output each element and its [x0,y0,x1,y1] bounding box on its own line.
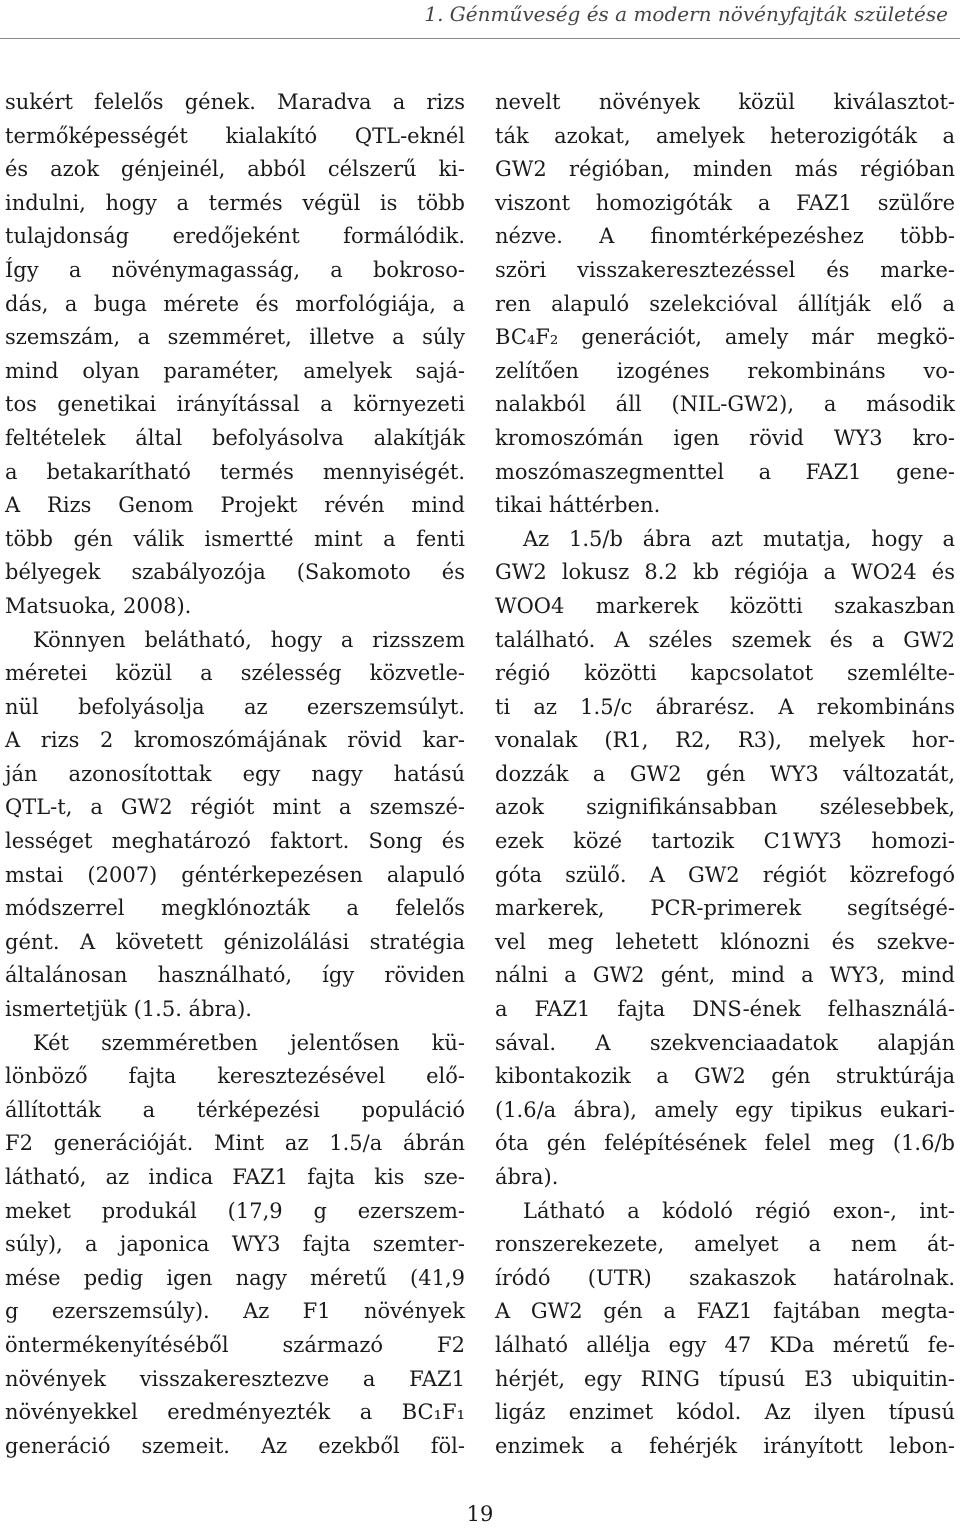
text-line: szöri visszakeresztezéssel és marke- [495,257,955,282]
text-line: dozzák a GW2 gén WY3 változatát, [495,761,955,786]
text-line: termőképességét kialakító QTL-eknél [5,123,465,148]
text-line: sukért felelős gének. Maradva a rizs [5,90,465,114]
text-line: óta gén felépítésének felel meg (1.6/b [495,1131,955,1156]
text-line: góta szülő. A GW2 régiót közrefogó [495,862,955,887]
text-line: található. A széles szemek és a GW2 [495,627,955,652]
text-line: ábra). [495,1165,559,1189]
text-line: a betakarítható termés mennyiségét. [5,459,465,484]
text-line: F2 generációját. Mint az 1.5/a ábrán [5,1131,465,1156]
text-line: Az 1.5/b ábra azt mutatja, hogy a [523,526,955,551]
running-header: 1. Génműveség és a modern növényfajták születése [424,2,948,26]
text-line: ismertetjük (1.5. ábra). [5,997,252,1022]
text-line: több gén válik ismertté mint a fenti [5,526,465,551]
text-line: WOO4 markerek közötti szakaszban [495,593,955,618]
text-line: módszerrel megklónozták a felelős [5,896,465,921]
text-line: növényekkel eredményezték a BC₁F₁ [5,1400,465,1425]
text-line: ti az 1.5/c ábrarész. A rekombináns [495,694,955,719]
text-line: nevelt növények közül kiválasztot- [495,90,955,114]
right-text-column [495,86,955,1463]
text-line: tos genetikai irányítással a környezeti [5,392,465,417]
text-line: meket produkál (17,9 g ezerszem- [5,1198,465,1223]
text-line: dás, a buga mérete és morfológiája, a [5,291,465,316]
text-line: növények visszakeresztezve a FAZ1 [5,1366,465,1391]
text-line: ezek közé tartozik C1WY3 homozi- [495,829,955,854]
text-line: ligáz enzimet kódol. Az ilyen típusú [495,1400,955,1425]
text-line: moszómaszegmenttel a FAZ1 gene- [495,459,955,484]
text-line: viszont homozigóták a FAZ1 szülőre [495,190,955,215]
text-line: látható, az indica FAZ1 fajta kis sze- [5,1165,465,1189]
text-line: Matsuoka, 2008). [5,593,192,618]
page-number: 19 [466,1502,494,1526]
text-line: lességet meghatározó faktort. Song és [5,829,465,854]
text-line: azok szignifikánsabban szélesebbek, [495,795,955,820]
text-line: sával. A szekvenciaadatok alapján [495,1030,955,1055]
text-line: tulajdonság eredőjeként formálódik. [5,224,465,249]
text-line: markerek, PCR-primerek segítségé- [495,896,955,921]
text-line: kromoszómán igen rövid WY3 kro- [495,425,955,450]
text-line: A GW2 gén a FAZ1 fajtában megta- [495,1299,955,1324]
header-divider [0,38,960,39]
text-line: nalakból áll (NIL-GW2), a második [495,392,955,417]
text-line: vonalak (R1, R2, R3), melyek hor- [495,728,955,753]
text-line: feltételek által befolyásolva alakítják [5,425,465,450]
text-line: Látható a kódoló régió exon-, int- [523,1198,955,1223]
text-line: Könnyen belátható, hogy a rizsszem [33,627,465,652]
text-line: zelítően izogénes rekombináns vo- [495,358,955,383]
text-line: általánosan használható, így röviden [5,963,465,988]
text-line: GW2 lokusz 8.2 kb régiója a WO24 és [495,560,955,585]
text-line: tikai háttérben. [495,493,661,518]
text-line: méretei közül a szélesség közvetle- [5,661,465,686]
text-line: mind olyan paraméter, amelyek sajá- [5,358,465,383]
text-line: BC₄F₂ generációt, amely már megkö- [495,325,955,350]
text-line: nül befolyásolja az ezerszemsúlyt. [5,694,465,719]
text-line: kibontakozik a GW2 gén struktúrája [495,1064,955,1089]
text-line: nálni a GW2 gént, mind a WY3, mind [495,963,955,988]
text-line: lönböző fajta keresztezésével elő- [5,1064,465,1089]
text-line: GW2 régióban, minden más régióban [495,157,955,182]
text-line: a FAZ1 fajta DNS-ének felhasználá- [495,997,955,1022]
text-line: Így a növénymagasság, a bokroso- [5,257,465,282]
text-line: szemszám, a szemméret, illetve a súly [5,325,465,350]
text-line: Két szemméretben jelentősen kü- [33,1030,465,1055]
text-line: hérjét, egy RING típusú E3 ubiquitin- [495,1366,955,1391]
text-line: QTL-t, a GW2 régiót mint a szemszé- [5,795,465,820]
left-text-column [5,86,465,1463]
text-line: A rizs 2 kromoszómájának rövid kar- [5,728,465,753]
text-line: ren alapuló szelekcióval állítják elő a [495,291,955,316]
text-line: g ezerszemsúly). Az F1 növények [5,1299,465,1324]
text-line: súly), a japonica WY3 fajta szemter- [5,1232,465,1257]
text-line: (1.6/a ábra), amely egy tipikus eukari- [495,1097,955,1122]
text-line: lálható allélja egy 47 KDa méretű fe- [495,1332,955,1357]
text-line: mstai (2007) géntérkepezésen alapuló [5,862,465,887]
text-line: régió közötti kapcsolatot szemlélte- [495,661,955,686]
text-line: A Rizs Genom Projekt révén mind [5,493,465,518]
text-line: indulni, hogy a termés végül is több [5,190,465,215]
text-line: mése pedig igen nagy méretű (41,9 [5,1265,465,1290]
text-line: gént. A követett génizolálási stratégia [5,929,465,954]
text-line: ján azonosítottak egy nagy hatású [5,761,465,786]
text-line: nézve. A finomtérképezéshez több- [495,224,955,249]
text-line: enzimek a fehérjék irányított lebon- [495,1433,955,1458]
text-line: és azok génjeinél, abból célszerű ki- [5,157,465,182]
text-line: állították a térképezési populáció [5,1097,465,1122]
text-line: generáció szemeit. Az ezekből föl- [5,1433,465,1458]
text-line: ronszerekezete, amelyet a nem át- [495,1232,955,1257]
text-line: íródó (UTR) szakaszok határolnak. [495,1265,955,1290]
text-line: öntermékenyítéséből származó F2 [5,1332,465,1357]
text-line: vel meg lehetett klónozni és szekve- [495,929,955,954]
text-line: bélyegek szabályozója (Sakomoto és [5,560,465,585]
text-line: ták azokat, amelyek heterozigóták a [495,123,955,148]
